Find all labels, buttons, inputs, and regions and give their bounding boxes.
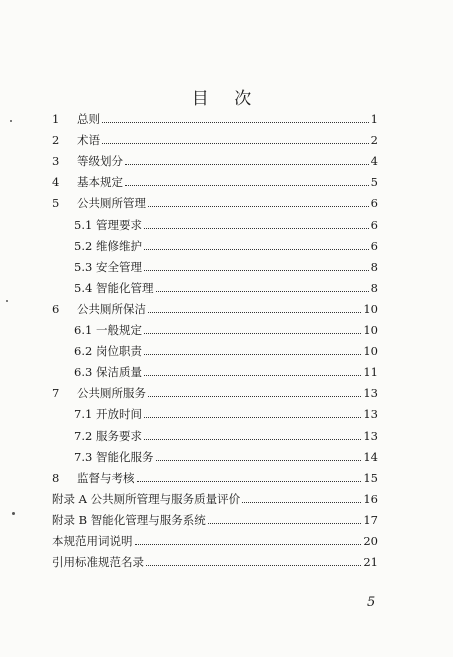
toc-entry-page: 14 <box>363 449 378 464</box>
page-title: 目 次 <box>191 89 262 109</box>
scan-speck <box>12 512 15 515</box>
toc-leader-dots <box>102 121 369 123</box>
toc-entry <box>74 258 378 274</box>
toc-entry <box>52 300 378 316</box>
toc-entry-page: 6 <box>370 217 378 232</box>
scan-speck <box>10 120 12 122</box>
toc-leader-dots <box>144 248 369 250</box>
toc-entry-label: 附录 B 智能化管理与服务系统 <box>52 512 206 527</box>
toc-leader-dots <box>144 374 361 376</box>
toc-entry-number: 7.2 <box>74 428 93 443</box>
toc-leader-dots <box>144 227 369 229</box>
toc-leader-dots <box>148 311 361 313</box>
toc-entry-label: 术语 <box>77 133 100 148</box>
toc-entry-label: 岗位职责 <box>96 344 142 359</box>
toc-leader-dots <box>125 163 369 165</box>
toc-entry-label: 智能化服务 <box>96 449 154 464</box>
toc-leader-dots <box>242 501 361 503</box>
toc-entry-label: 智能化管理 <box>96 280 154 295</box>
toc-leader-dots <box>125 184 369 186</box>
toc-leader-dots <box>144 416 361 418</box>
toc-entry-label: 服务要求 <box>96 428 142 443</box>
toc-entry <box>52 152 378 168</box>
toc-entry <box>52 384 378 400</box>
toc-entry <box>74 216 378 232</box>
toc-entry <box>74 427 378 443</box>
toc-entry-page: 10 <box>363 344 378 359</box>
toc-entry-page: 11 <box>363 365 378 380</box>
toc-leader-dots <box>208 522 362 524</box>
toc-entry-number: 1 <box>52 112 60 126</box>
toc-entry-page: 6 <box>370 196 378 211</box>
toc-entry-number: 7.3 <box>74 449 93 464</box>
toc-entry-page: 17 <box>363 512 378 527</box>
toc-entry-number: 5.4 <box>74 280 93 295</box>
page-number: 5 <box>367 595 376 610</box>
toc-entry <box>74 342 378 358</box>
toc-entry-page: 16 <box>363 491 378 506</box>
toc-entry-label: 总则 <box>77 112 100 126</box>
toc-entry-number: 7.1 <box>74 407 93 422</box>
toc-entry-label: 等级划分 <box>77 154 123 169</box>
toc-entry-label: 基本规定 <box>77 175 123 190</box>
toc-entry-number: 5.1 <box>74 217 93 232</box>
toc-leader-dots <box>148 205 369 207</box>
toc-entry-label: 公共厕所保洁 <box>77 301 146 316</box>
toc-entry-page: 10 <box>363 301 378 316</box>
toc-leader-dots <box>102 142 369 144</box>
toc-entry <box>74 405 378 421</box>
toc-entry-number: 7 <box>52 386 60 401</box>
toc-entry-number: 5 <box>52 196 60 211</box>
toc-entry <box>52 173 378 189</box>
toc-entry-number: 2 <box>52 133 60 148</box>
toc-leader-dots <box>135 543 362 545</box>
toc-entry-label: 安全管理 <box>96 259 142 274</box>
toc-entry <box>74 448 378 464</box>
toc-entry-number: 5.2 <box>74 238 93 253</box>
toc-entry-page: 20 <box>363 534 378 548</box>
toc-entry-number: 6.1 <box>74 323 93 337</box>
toc-entry-page: 8 <box>370 259 378 274</box>
toc-entry-page: 13 <box>363 407 378 422</box>
toc-leader-dots <box>137 480 362 482</box>
toc-entry <box>52 469 378 485</box>
toc-entry-page: 13 <box>363 428 378 443</box>
toc-entry-number: 8 <box>52 470 60 485</box>
toc-entry <box>52 490 378 506</box>
toc-entry-number: 5.3 <box>74 259 93 274</box>
toc-entry-page: 21 <box>363 555 378 570</box>
toc-entry <box>52 194 378 210</box>
toc-entry <box>52 511 378 527</box>
toc-leader-dots <box>144 332 361 334</box>
toc-entry <box>74 279 378 295</box>
toc-entry-page: 10 <box>363 323 378 337</box>
toc-leader-dots <box>144 438 361 440</box>
scan-speck <box>6 300 8 302</box>
toc-entry-page: 4 <box>370 154 378 169</box>
toc-entry-label: 公共厕所管理 <box>77 196 146 211</box>
toc-entry-label: 管理要求 <box>96 217 142 232</box>
toc-entry <box>74 363 378 379</box>
toc-entry-page: 5 <box>370 175 378 190</box>
toc-entry <box>52 532 378 548</box>
toc-leader-dots <box>156 290 369 292</box>
toc-entry-label: 监督与考核 <box>77 470 135 485</box>
toc-entry-page: 1 <box>370 112 378 126</box>
toc-entry-label: 一般规定 <box>96 323 142 337</box>
toc-entry-page: 8 <box>370 280 378 295</box>
toc-entry-number: 3 <box>52 154 60 169</box>
toc-entry-page: 6 <box>370 238 378 253</box>
toc-entry <box>74 237 378 253</box>
toc-entry-page: 15 <box>363 470 378 485</box>
toc-entry-label: 维修维护 <box>96 238 142 253</box>
toc-leader-dots <box>148 395 361 397</box>
toc-leader-dots <box>146 564 361 566</box>
toc-leader-dots <box>156 459 362 461</box>
toc-entry <box>52 553 378 569</box>
toc-entry-page: 2 <box>370 133 378 148</box>
toc-leader-dots <box>144 269 369 271</box>
toc-entry-label: 保洁质量 <box>96 365 142 380</box>
toc-entry-label: 公共厕所服务 <box>77 386 146 401</box>
toc-entry-label: 附录 A 公共厕所管理与服务质量评价 <box>52 491 241 506</box>
toc-entry-number: 6 <box>52 301 60 316</box>
toc-entry-label: 开放时间 <box>96 407 142 422</box>
toc-entry-page: 13 <box>363 386 378 401</box>
toc-entry-label: 引用标准规范名录 <box>52 555 144 570</box>
toc-leader-dots <box>144 353 361 355</box>
toc-entry-number: 6.3 <box>74 365 93 380</box>
toc-entry <box>52 131 378 147</box>
toc-entry-number: 4 <box>52 175 60 190</box>
toc-entry-number: 6.2 <box>74 344 93 359</box>
toc-entry <box>52 110 378 126</box>
toc-entry-label: 本规范用词说明 <box>52 534 133 548</box>
toc-entry <box>74 321 378 337</box>
